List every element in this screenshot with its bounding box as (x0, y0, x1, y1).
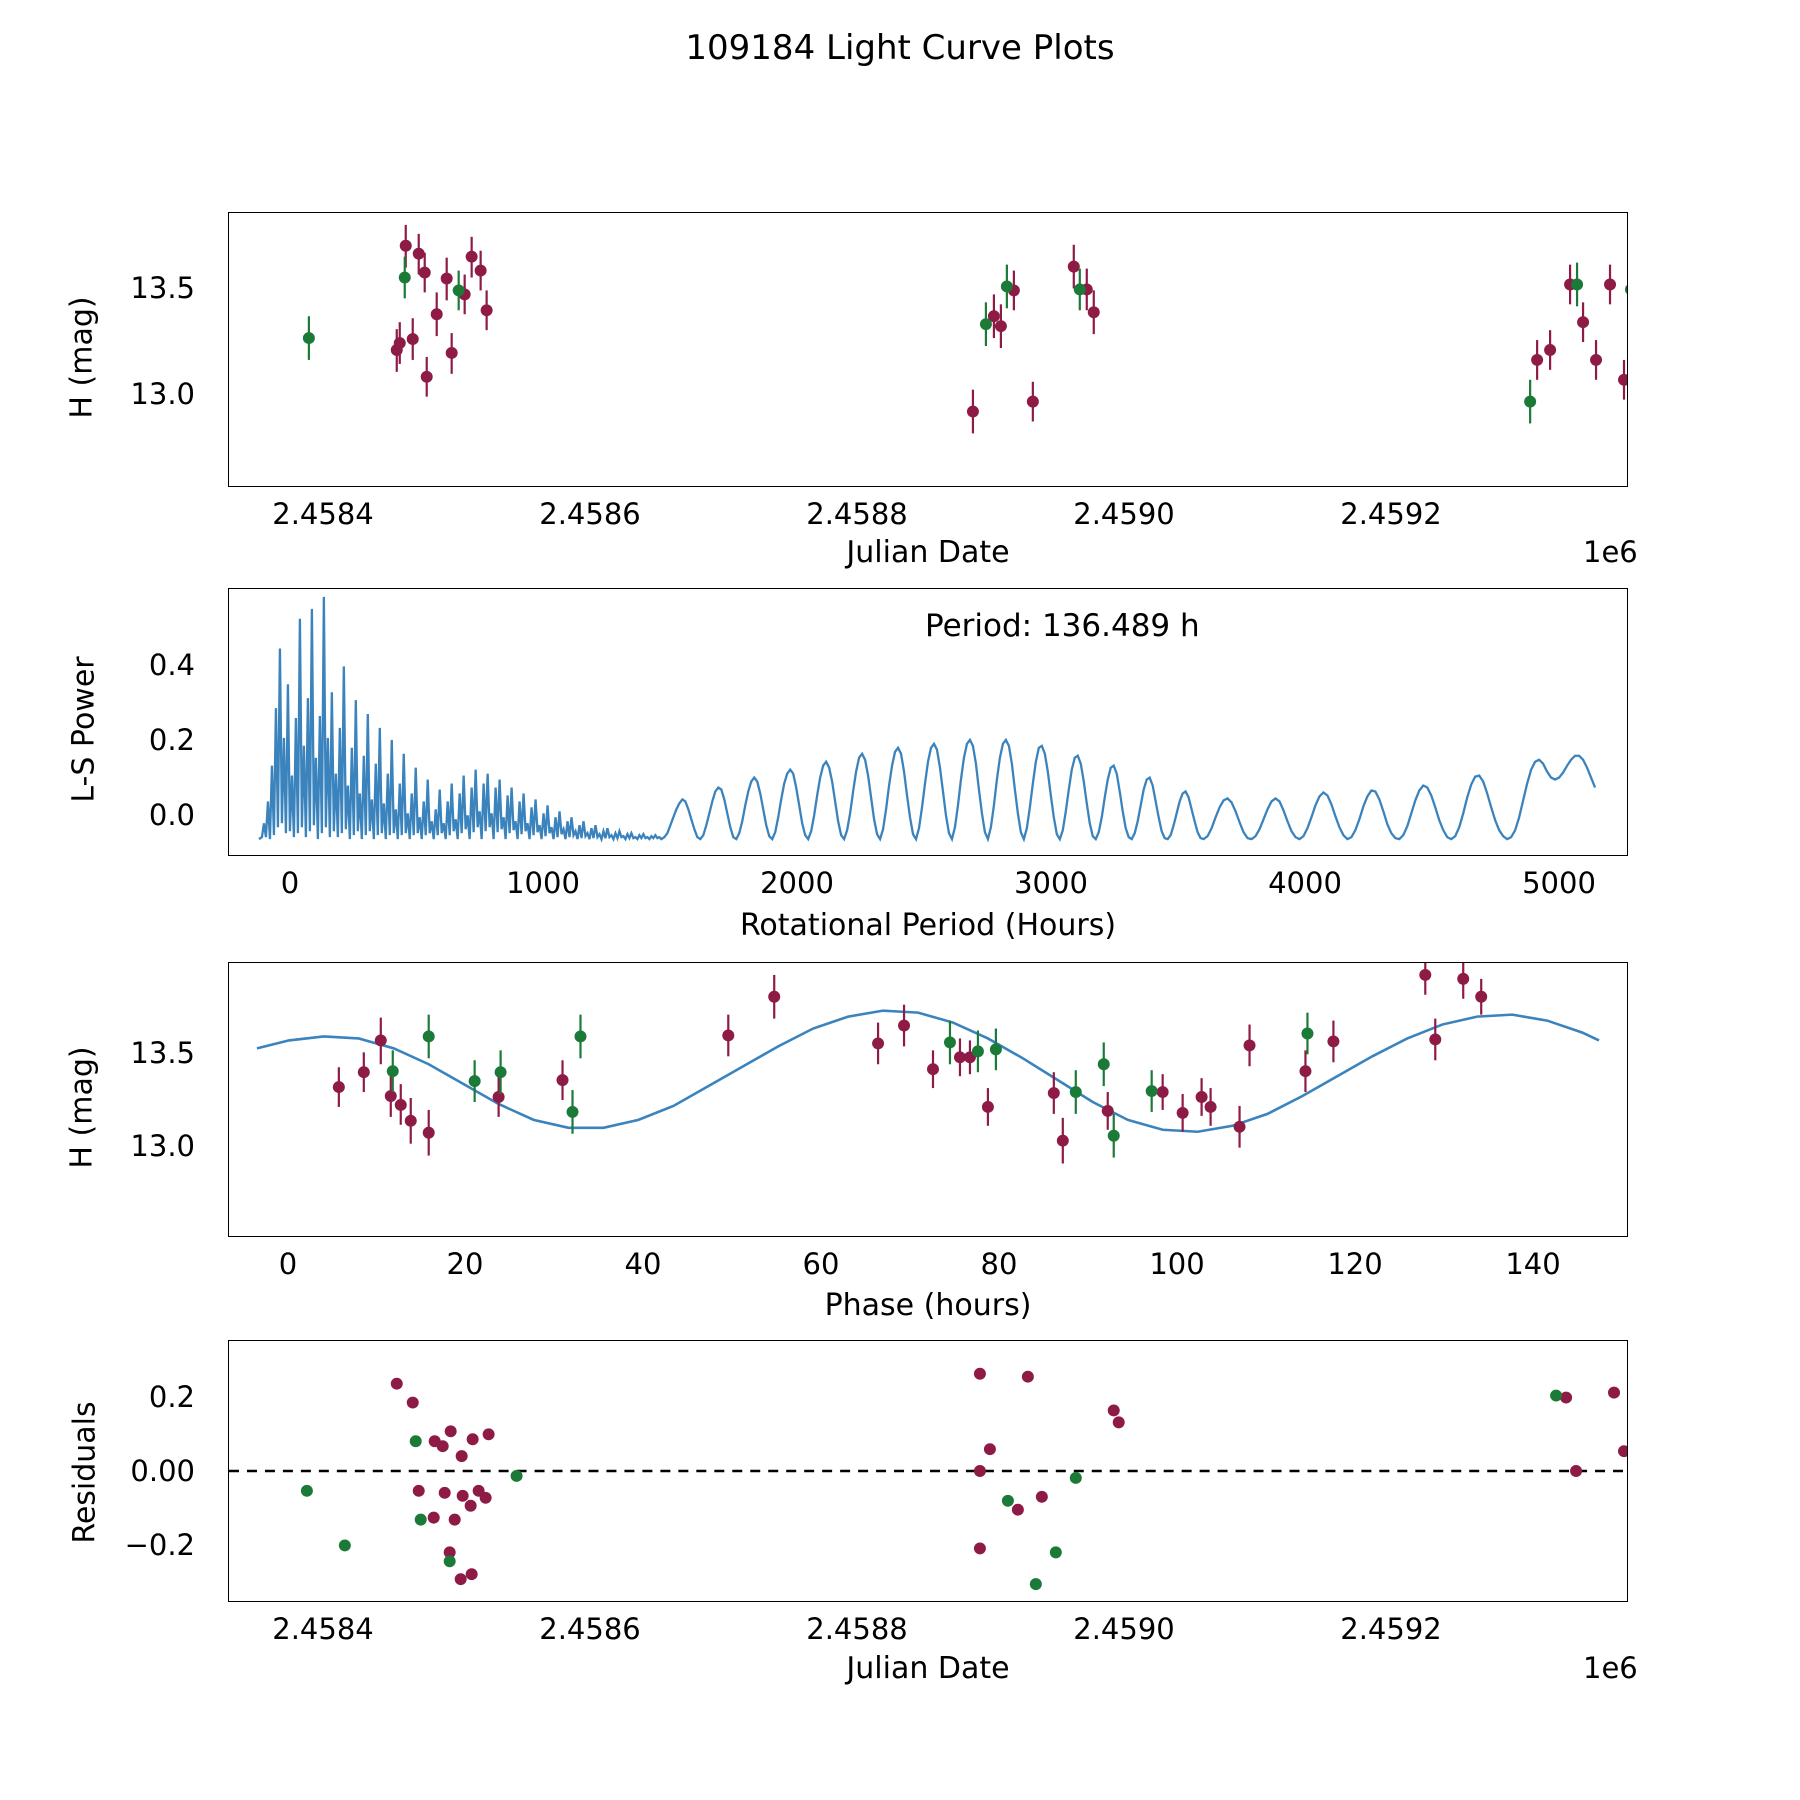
xtick-label: 2.4590 (1073, 1612, 1175, 1646)
xtick-label: 2.4590 (1073, 497, 1175, 531)
lomb-scargle-xlabel: Rotational Period (Hours) (739, 908, 1117, 943)
lightcurve-jd-ylabel: H (mag) (64, 296, 100, 419)
xtick-label: 2.4592 (1340, 1612, 1442, 1646)
page-title: 109184 Light Curve Plots (685, 28, 1115, 68)
lomb-scargle-ylabel: L-S Power (66, 656, 102, 803)
ytick-label: 0.2 (148, 1380, 195, 1414)
phase-errorbars-magenta (333, 963, 1487, 1164)
lightcurve-jd-plot (229, 213, 1627, 486)
xtick-label: 40 (624, 1247, 662, 1281)
xtick-label: 60 (802, 1247, 840, 1281)
ytick-label: 0.2 (148, 723, 195, 757)
xtick-label: 2.4586 (539, 497, 641, 531)
phase-folded-xlabel: Phase (hours) (824, 1288, 1032, 1323)
ytick-label: 13.0 (130, 1129, 195, 1163)
residual-points-green (301, 1390, 1627, 1590)
xtick-label: 1000 (506, 866, 580, 900)
residuals-plot (229, 1341, 1627, 1601)
xtick-label: 3000 (1014, 866, 1088, 900)
xtick-label: 2.4588 (806, 1612, 908, 1646)
xtick-label: 2.4584 (272, 497, 374, 531)
ytick-label: −0.2 (124, 1528, 195, 1562)
ytick-label: 13.5 (130, 271, 195, 305)
residuals-ylabel: Residuals (67, 1401, 103, 1544)
ytick-label: 0.4 (148, 648, 195, 682)
lightcurve-jd-errorbars-green (303, 257, 1627, 424)
ytick-label: 0.0 (148, 798, 195, 832)
ytick-label: 13.5 (130, 1036, 195, 1070)
xtick-label: 2000 (760, 866, 834, 900)
xtick-label: 5000 (1522, 866, 1596, 900)
panel-residuals (228, 1340, 1628, 1602)
period-annotation: Period: 136.489 h (925, 608, 1200, 644)
residuals-x-offset: 1e6 (1583, 1651, 1638, 1685)
ytick-label: 0.00 (130, 1454, 195, 1488)
xtick-label: 0 (278, 1247, 298, 1281)
xtick-label: 2.4592 (1340, 497, 1442, 531)
phase-folded-plot (229, 963, 1627, 1236)
lightcurve-jd-errorbars-magenta (391, 225, 1627, 433)
xtick-label: 0 (280, 866, 300, 900)
xtick-label: 140 (1505, 1247, 1561, 1281)
lightcurve-jd-x-offset: 1e6 (1583, 535, 1638, 569)
xtick-label: 2.4584 (272, 1612, 374, 1646)
xtick-label: 4000 (1268, 866, 1342, 900)
xtick-label: 100 (1149, 1247, 1205, 1281)
panel-phase-folded (228, 962, 1628, 1237)
residuals-xlabel: Julian Date (846, 1651, 1010, 1686)
xtick-label: 20 (446, 1247, 484, 1281)
xtick-label: 2.4588 (806, 497, 908, 531)
panel-lightcurve-jd (228, 212, 1628, 487)
xtick-label: 120 (1327, 1247, 1383, 1281)
lightcurve-jd-xlabel: Julian Date (846, 535, 1010, 570)
xtick-label: 80 (980, 1247, 1018, 1281)
ytick-label: 13.0 (130, 377, 195, 411)
phase-folded-ylabel: H (mag) (64, 1046, 100, 1169)
phase-errorbars-green (387, 1013, 1314, 1158)
xtick-label: 2.4586 (539, 1612, 641, 1646)
